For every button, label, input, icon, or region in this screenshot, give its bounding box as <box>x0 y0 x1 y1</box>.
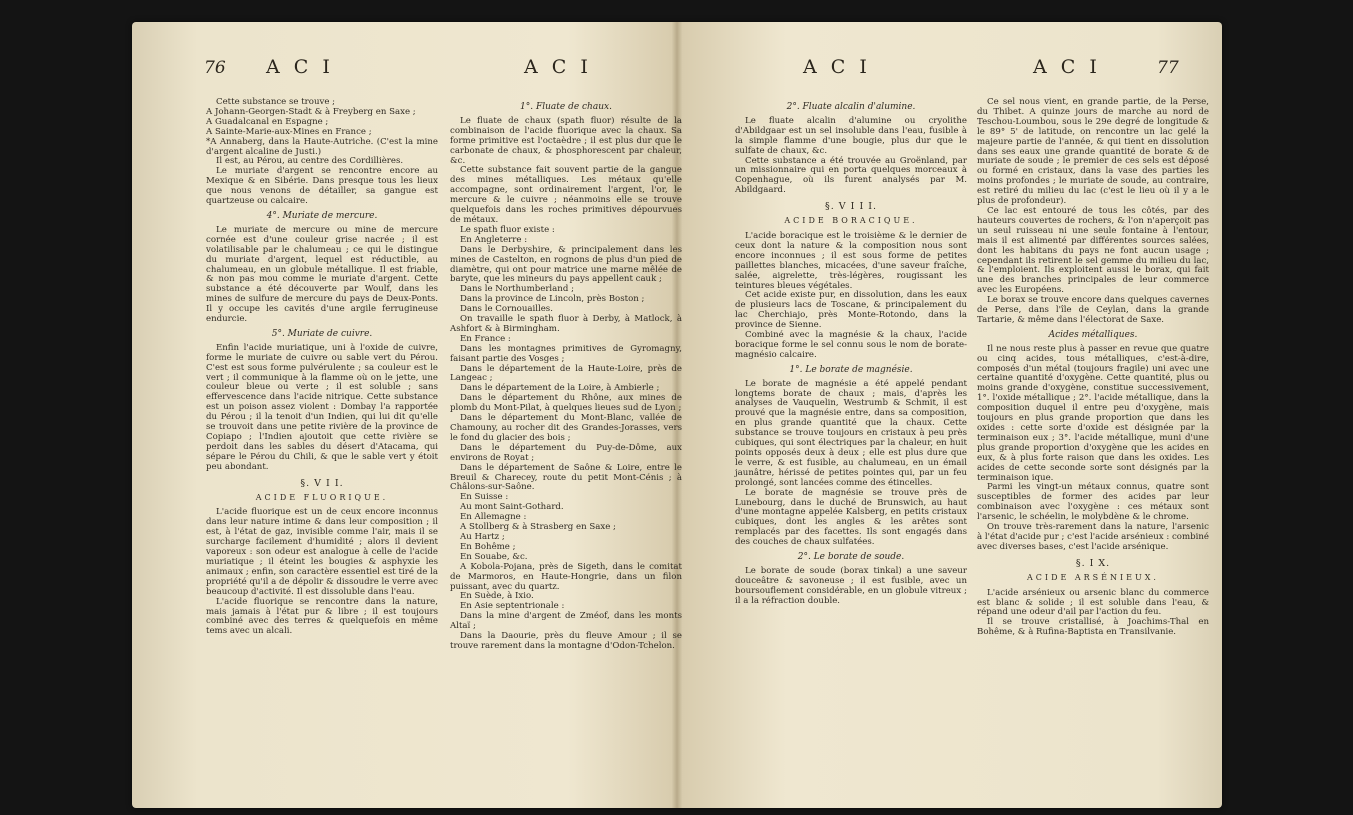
paragraph: En Asie septentrionale : <box>460 601 565 612</box>
paragraph: Dans le Northumberland ; <box>460 284 574 295</box>
paragraph: En Suisse : <box>460 492 509 503</box>
paragraph: A Stollberg & à Strasberg en Saxe ; <box>460 522 616 533</box>
left-col2-running-title: A C I <box>524 56 592 78</box>
paragraph: Dans la province de Lincoln, près Boston ; <box>460 294 645 305</box>
paragraph: Cette substance fait souvent partie de la gangue des mines métalliques. Les métaux qu'elle accompagne, sont ordinairement l'argent, l'or, le mercure & le cuivre ; néanmoins elle se trouve quelquefois dans les roches primitives dépourvues de métaux. <box>450 165 682 225</box>
paragraph: Parmi les vingt-un métaux connus, quatre sont susceptibles de former des acides par leur combinaison avec l'oxygène : ces métaux sont l'arsenic, le schéelin, le molybdène & le chrome. <box>977 482 1209 523</box>
paragraph: On travaille le spath fluor à Derby, à Matlock, à Ashfort & à Birmingham. <box>450 314 682 334</box>
paragraph: En Allemagne : <box>460 512 527 523</box>
paragraph: Le muriate d'argent se rencontre encore au Mexique & en Sibérie. Dans presque tous les lieux que nous venons de détailler, sa gangue est quartzeuse ou calcaire. <box>206 166 438 207</box>
paragraph: Dans le département de la Loire, à Ambierle ; <box>460 383 660 394</box>
paragraph: Le borax se trouve encore dans quelques cavernes de Perse, dans l'île de Ceylan, dans la grande Tartarie, & même dans l'électorat de Saxe. <box>977 295 1209 325</box>
left-column-2 <box>450 98 682 652</box>
paragraph: Le borate de magnésie a été appelé pendant longtems borate de chaux ; mais, d'après les analyses de Vauquelin, Westrumb & Schmit, il est prouvé que la magnésie entre, dans sa composition, en plus grande quantité que la chaux. Cette substance se trouve toujours en cristaux à peu près cubiques, qui sont électriques par la chaleur, en huit points opposés deux à deux ; elle est plus dure que le verre, & est fusible, au chalumeau, en un émail jaunâtre, hérissé de petites pointes qui, par un feu prolongé, sont lancées comme des étincelles. <box>735 378 967 488</box>
paragraph: Dans la mine d'argent de Zméof, dans les monts Altaï ; <box>450 611 682 632</box>
paragraph: A Guadalcanal en Espagne ; <box>206 116 329 127</box>
paragraph: Le fluate de chaux (spath fluor) résulte de la combinaison de l'acide fluorique avec la chaux. Sa forme primitive est l'octaèdre ; il est plus dur que le carbonate de chaux, & phosphorescent par chaleur, &c. <box>450 115 682 166</box>
section-title: ACIDE BORACIQUE. <box>784 216 918 226</box>
paragraph: Ce lac est entouré de tous les côtés, par des hauteurs couvertes de rochers, & l'on n'aperçoit pas un seul ruisseau ni une seule fontaine à l'entour, mais il est alimenté par différentes sources salées, dont les habitans du pays ne font aucun usage ; cependant ils retirent le sel gemme du milieu du lac, & l'emploient. Ils exploitent aussi le borax, qui fait une des branches principales de leur commerce avec les Européens. <box>977 205 1209 296</box>
right-running-title: A C I <box>1033 56 1101 78</box>
paragraph: Cette substance a été trouvée au Groënland, par un missionnaire qui en porta quelques morceaux à Copenhague, où ils furent analysés par M. Abildgaard. <box>735 155 967 196</box>
subheading: 2°. Fluate alcalin d'alumine. <box>786 102 916 112</box>
right-page <box>677 22 1222 808</box>
left-running-title: A C I <box>266 56 334 78</box>
right-column-2 <box>977 98 1209 638</box>
paragraph: Dans la Daourie, près du fleuve Amour ; il se trouve rarement dans la montagne d'Odon-Tchelon. <box>450 631 682 651</box>
paragraph: Dans le département de la Haute-Loire, près de Langeac ; <box>450 363 682 384</box>
left-column-1 <box>206 98 438 637</box>
right-col1-running-title: A C I <box>803 56 871 78</box>
paragraph: Dans le département du Mont-Blanc, vallée de Chamouny, au rocher dit des Grandes-Jorasses, vers le fond du glacier des bois ; <box>450 413 682 443</box>
paragraph: Ce sel nous vient, en grande partie, de la Perse, du Thibet. A quinze jours de marche au nord de Teschou-Loumbou, sous le 29e degré de longitude & le 89° 5' de latitude, on rencontre un lac gelé la majeure partie de l'année, & qui tient en dissolution dans ses eaux une grande quantité de borate & de muriate de soude ; le premier de ces sels est déposé ou formé en cristaux, dans la vase des parties les moins profondes ; le muriate de soude, au contraire, est retiré du milieu du lac (c'est le lieu où il y a le plus de profondeur). <box>977 97 1209 207</box>
paragraph: Enfin l'acide muriatique, uni à l'oxide de cuivre, forme le muriate de cuivre ou sable vert du Pérou. C'est est sous forme pulvérulente ; sa couleur est le vert ; il communique à la flamme où on le jette, une couleur bleue ou verte ; il est soluble ; sans effervescence dans l'acide nitrique. Cette substance est un poison assez violent : Dombay l'a rapportée du Pérou ; il la tenoit d'un Indien, qui lui dit qu'elle se trouvoit dans une petite rivière de la province de Copiapo ; l'Indien ajoutoit que cette rivière se perdoit dans les sables du désert d'Atacama, qui sépare le Pérou du Chili, & que le sable vert y étoit peu abondant. <box>206 342 438 472</box>
paragraph: En Souabe, &c. <box>460 551 528 562</box>
paragraph: Le borate de magnésie se trouve près de Lunebourg, dans le duché de Brunswich, au haut d'une montagne appelée Kalsberg, en petits cristaux cubiques, dont les angles & les arêtes sont remplacés par des facettes. Ils sont engagés dans des couches de chaux sulfatées. <box>735 487 967 548</box>
subheading: 2°. Le borate de soude. <box>797 552 905 563</box>
paragraph: En Angleterre : <box>460 234 528 245</box>
paragraph: Le spath fluor existe : <box>460 224 555 235</box>
paragraph: Dans les montagnes primitives de Gyromagny, faisant partie des Vosges ; <box>450 343 682 364</box>
section-title: ACIDE FLUORIQUE. <box>255 492 389 502</box>
paragraph: Cet acide existe pur, en dissolution, dans les eaux de plusieurs lacs de Toscane, & principalement du lac Cherchiajo, près Monte-Rotondo, dans la province de Sienne. <box>735 290 967 331</box>
paragraph: Dans le Cornouailles. <box>460 304 553 315</box>
right-column-1 <box>735 98 967 607</box>
paragraph: En France : <box>460 333 511 344</box>
paragraph: Au Hartz ; <box>460 531 505 542</box>
paragraph: Dans le département du Rhône, aux mines de plomb du Mont-Pilat, à quelques lieues sud de Lyon ; <box>450 393 682 414</box>
paragraph: Le borate de soude (borax tinkal) a une saveur douceâtre & savoneuse ; il est fusible, avec un boursouflement considérable, en un globule vitreux ; il a la réfraction double. <box>735 565 967 606</box>
paragraph: L'acide fluorique est un de ceux encore inconnus dans leur nature intime & dans leur composition ; il est, à l'état de gaz, invisible comme l'air, mais il se surcharge facilement d'humidité ; alors il devient vaporeux : son odeur est analogue à celle de l'acide muriatique ; il éteint les bougies & asphyxie les animaux ; enfin, son caractère essentiel est tiré de la propriété qu'il a de dépolir & dissoudre le verre avec beaucoup d'activité. Il est dissoluble dans l'eau. <box>206 507 438 597</box>
paragraph: L'acide fluorique se rencontre dans la nature, mais jamais à l'état pur & libre ; il est toujours combiné avec des terres & quelquefois en même tems avec un alcali. <box>206 596 438 637</box>
paragraph: Dans le département de Saône & Loire, entre le Breuil & Charecey, route du petit Mont-Cénis ; à Châlons-sur-Saône. <box>450 462 682 493</box>
paragraph: On trouve très-rarement dans la nature, l'arsenic à l'état d'acide pur ; c'est l'acide arsénieux : combiné avec diverses bases, c'est l'acide arsénique. <box>977 522 1209 552</box>
section-number: §. V I I. <box>300 477 344 489</box>
paragraph: Le muriate de mercure ou mine de mercure cornée est d'une couleur grise nacrée ; il est volatilisable par le chalumeau ; ce qui le distingue du muriate d'argent, lequel est réductible, au chalumeau, en un globule métallique. Il est friable, & non pas mou comme le muriate d'argent. Cette substance a été découverte par Woulf, dans les mines de sulfure de mercure du pays de Deux-Ponts. Il y occupe les cavités d'une argile ferrugineuse endurcie. <box>206 224 438 325</box>
paragraph: A Johann-Georgen-Stadt & à Freyberg en Saxe ; <box>206 106 416 117</box>
paragraph: *A Annaberg, dans la Haute-Autriche. (C'est la mine d'argent alcaline de Justi.) <box>206 136 438 157</box>
paragraph: L'acide arsénieux ou arsenic blanc du commerce est blanc & solide ; il est soluble dans l'eau, & répand une odeur d'ail par l'action du feu. <box>977 587 1209 618</box>
paragraph: Le fluate alcalin d'alumine ou cryolithe d'Abildgaar est un sel insoluble dans l'eau, fusible à la simple flamme d'une bougie, plus dur que le sulfate de chaux, &c. <box>735 115 967 156</box>
section-number: §. V I I I. <box>825 201 877 213</box>
paragraph: Il se trouve cristallisé, à Joachims-Thal en Bohême, & à Rufina-Baptista en Transilvanie. <box>977 617 1209 638</box>
paragraph: Au mont Saint-Gothard. <box>460 502 564 513</box>
paragraph: Dans le département du Puy-de-Dôme, aux environs de Royat ; <box>450 442 682 463</box>
subheading: 1°. Le borate de magnésie. <box>789 364 913 375</box>
paragraph: Cette substance se trouve ; <box>216 97 336 107</box>
paragraph: Il est, au Pérou, au centre des Cordillières. <box>216 156 404 167</box>
right-folio: 77 <box>1157 58 1179 78</box>
paragraph: En Bohême ; <box>460 541 516 552</box>
subheading: 4°. Muriate de mercure. <box>266 210 378 221</box>
subheading: 1°. Fluate de chaux. <box>520 102 612 112</box>
paragraph: A Sainte-Marie-aux-Mines en France ; <box>206 126 372 137</box>
paragraph: Dans le Derbyshire, & principalement dans les mines de Castelton, en rognons de plus d'un pied de diamètre, qui ont pour matrice une marne mêlée de baryte, que les mineurs du pays appellent cauk ; <box>450 244 682 285</box>
paragraph: A Kobola-Pojana, près de Sigeth, dans le comitat de Marmoros, en Haute-Hongrie, dans un filon puissant, avec du quartz. <box>450 561 682 592</box>
subheading: 5°. Muriate de cuivre. <box>271 328 373 339</box>
paragraph: En Suède, à Ixio. <box>460 591 534 602</box>
paragraph: Combiné avec la magnésie & la chaux, l'acide boracique forme le sel connu sous le nom de borate-magnésio calcaire. <box>735 330 967 360</box>
left-running-head <box>204 58 664 88</box>
book-spread <box>132 22 1222 808</box>
paragraph: L'acide boracique est le troisième & le dernier de ceux dont la nature & la composition nous sont encore inconnues ; il est sous forme de petites paillettes blanches, micacées, d'une saveur fraîche, salée, aigrelette, très-légères, rougissant les teintures bleues végétales. <box>735 230 967 291</box>
paragraph: Il ne nous reste plus à passer en revue que quatre ou cinq acides, tous métalliques, c'est-à-dire, composés d'un métal (toujours fragile) uni avec une certaine quantité d'oxygène. Cette quantité, plus ou moins grande d'oxygène, constitue successivement, 1°. l'oxide métallique ; 2°. l'acide métallique, dans la composition duquel il entre peu d'oxygène, mais toujours en plus grande proportion que dans les oxides : cette sorte d'oxide est désignée par la terminaison eux ; 3°. l'acide métallique, muni d'une plus grande proportion d'oxygène que les acides en eux, & à plus forte raison que dans les oxides. Les acides de cette seconde sorte sont désignés par la terminaison ique. <box>977 343 1209 483</box>
section-number: §. I X. <box>1075 557 1111 569</box>
left-page <box>132 22 682 808</box>
left-folio: 76 <box>204 58 226 78</box>
subheading: Acides métalliques. <box>1048 329 1138 340</box>
right-running-head <box>697 58 1177 88</box>
section-title: ACIDE ARSÉNIEUX. <box>1027 572 1159 582</box>
